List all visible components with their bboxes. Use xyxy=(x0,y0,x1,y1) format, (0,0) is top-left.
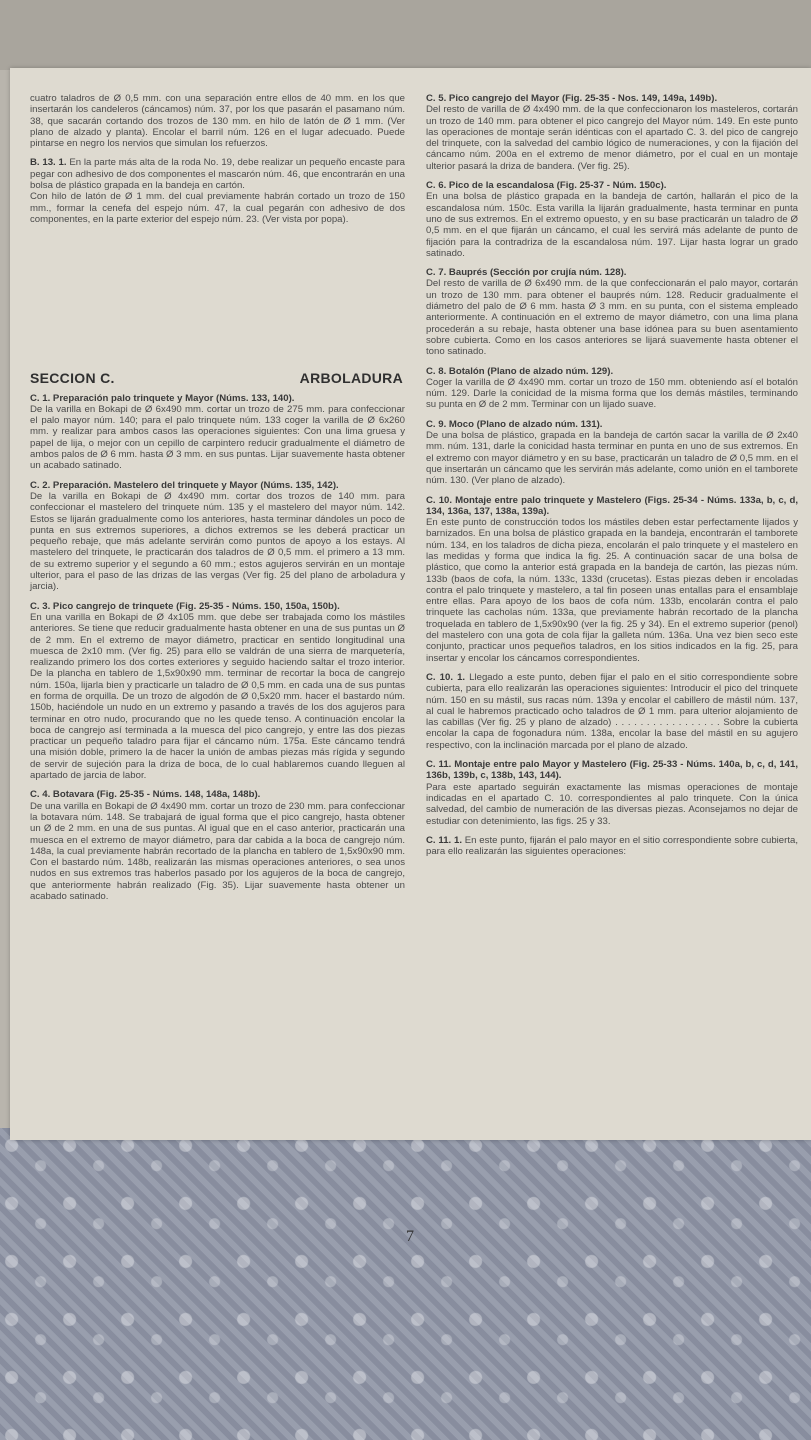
section-title: ARBOLADURA xyxy=(299,370,403,387)
tablecloth-background xyxy=(0,1128,811,1440)
paragraph-c-10-1 xyxy=(426,672,798,751)
blank-space xyxy=(30,225,405,373)
paragraph-c-4 xyxy=(30,789,405,902)
paragraph-heading: C. 7. Bauprés (Sección por crujía núm. 128). xyxy=(426,267,627,279)
paragraph-text: En la parte más alta de la roda No. 19, debe realizar un pequeño encaste para pegar con adhesivo de dos componentes el mascarón núm. 46, que encontrarán en una bolsa de plástico grapada en la bandeja en cartón. xyxy=(30,157,406,192)
paragraph-heading: C. 6. Pico de la escandalosa (Fig. 25-37 - Núm. 150c). xyxy=(426,180,667,192)
paragraph-heading: B. 13. 1. xyxy=(30,157,67,169)
background-strip xyxy=(0,0,811,70)
paragraph-b-13-1-cont xyxy=(30,191,405,225)
paragraph-text: Con hilo de latón de Ø 1 mm. del cual previamente habrán cortado un trozo de 150 mm., formar la cenefa del espejo núm. 47, la cual pegarán con adhesivo de dos componentes, en la parte exterior del espejo núm. 23. (Ver vista por popa). xyxy=(30,191,405,225)
paragraph-c-7 xyxy=(426,267,798,357)
paragraph-heading: C. 5. Pico cangrejo del Mayor (Fig. 25-35 - Nos. 149, 149a, 149b). xyxy=(426,93,718,104)
paragraph-b-13-1 xyxy=(30,157,405,191)
paragraph-text: Para este apartado seguirán exactamente las mismas operaciones de montaje indicadas en el apartado C. 10. correspondientes al palo trinquete. Con la única salvedad, del cambio de numeración de las diversas piezas. Aconsejamos no dejar de estudiar con detenimiento, las figs. 25 y 33. xyxy=(426,781,798,827)
paragraph-heading: C. 9. Moco (Plano de alzado núm. 131). xyxy=(426,418,603,430)
paragraph-c-3 xyxy=(30,601,405,782)
section-code: SECCION C. xyxy=(30,370,115,387)
paragraph-c-9 xyxy=(426,419,798,487)
paragraph-c-11 xyxy=(426,759,798,827)
paragraph-text: De la varilla en Bokapi de Ø 4x490 mm. cortar dos trozos de 140 mm. para confeccionar el mastelero del trinquete núm. 135 y el mastelero del mayor núm. 142. Estos se lijarán gradualmente como los anteriores, hasta terminar dándoles un poco de punta en sus extremos superiores, a dichos extremos se les deberá practicar un pequeño rebaje, que más adelante servirán como puntos de apoyo a los estays. Al mastelero del trinquete, le practicarán dos taladros de Ø 0,5 mm. el primero a 13 mm. de su extremo superior y el segundo a 60 mm.; estos agujeros servirán en un montaje ulterior, para el paso de las drizas de las vergas (Ver fig. 25 del plano de arboladura y jarcia). xyxy=(30,490,405,593)
right-column xyxy=(426,93,798,857)
paragraph-text: En una bolsa de plástico grapada en la bandeja de cartón, hallarán el pico de la escandalosa núm. 150c. Esta varilla la lijarán gradualmente, hasta terminar en punta uno de sus extremos. En el extremo opuesto, y en su base practicarán un taladro de Ø 0,5 mm. en el que fijarán un cáncamo, el cual les servirá más adelante de punto de fijación para la contradriza de la escandalosa núm. 197. Lijar hasta lograr un grado satinado. xyxy=(426,191,798,259)
paragraph-heading: C. 10. 1. xyxy=(426,671,466,683)
paragraph-text: De una bolsa de plástico, grapada en la bandeja de cartón sacar la varilla de Ø 2x40 mm. núm. 131, darle la conicidad hasta terminar en punta en uno de sus extremos. En el extremo con mayor diámetro y en su base, practicarán un taladro de Ø 0,5 mm. en el que insertarán un cáncamo que les servirán más adelante, como unión en el tamborete núm. 130. (Ver plano de alzado). xyxy=(426,430,798,487)
paragraph-c-11-1 xyxy=(426,835,798,858)
paragraph-c-5 xyxy=(426,93,798,172)
paragraph-text: En este punto de construcción todos los mástiles deben estar perfectamente lijados y barnizados. En una bolsa de plástico grapada en la bandeja, encontrarán el tamborete núm. 134, en los taladros de dicha pieza, encolarán el palo trinquete y el mastelero en las medidas y forma que indica la fig. 25. A continuación sacar de una bolsa de plástico, que como la anterior está grapada en la bandeja de cartón, las piezas núm. 133b (baos de cofa, la núm. 133c, 133d (crucetas). Estas piezas deben ir encoladas contra el palo trinquete y mastelero, a tal fin poseen unas entallas para el ensamblaje entre ellas. Para apoyo de los baos de cofa núm. 133b, encolarán contra el palo trinquete las cacholas núm. 133a, que previamente habrán recortado de la plancha troquelada en tablero de 1,5x90x90 (ver la fig. 25 y 34). En el extremo superior (penol) del mastelero con una gota de cola fijar la galleta núm. 136a. Una vez bien seco este conjunto, practicar unos pequeños taladros, en los sitios indicados en la fig. 25, para insertar y encolar los cáncamos correspondientes. xyxy=(426,517,798,664)
paragraph-text: De la varilla en Bokapi de Ø 6x490 mm. cortar un trozo de 275 mm. para confeccionar el palo mayor núm. 140; para el palo trinquete núm. 133 coger la varilla de Ø 6x260 mm. y realizar para ambos casos las operaciones siguientes: Con una lima gruesa y papel de lija, o mejor con un cepillo de carpintero reducir gradualmente el diámetro de ambos palos de Ø 6 mm. hasta Ø 3 mm. en sus puntas. Lijar suavemente hasta obtener un acabado satinado. xyxy=(30,403,405,472)
paragraph-c-1 xyxy=(30,393,405,472)
document-page xyxy=(10,68,811,1140)
paragraph-heading: C. 4. Botavara (Fig. 25-35 - Núms. 148, 148a, 148b). xyxy=(30,789,261,801)
page-number: 7 xyxy=(406,1228,414,1245)
paragraph-c-8 xyxy=(426,366,798,411)
paragraph-text: De una varilla en Bokapi de Ø 4x490 mm. cortar un trozo de 230 mm. para confeccionar la botavara núm. 148. Se trabajará de igual forma que el pico cangrejo, hasta obtener un Ø de 2 mm. en una de sus puntas. Al igual que en el caso anterior, practicarán una muesca en el extremo de mayor diámetro, para dar cabida a la boca de cangrejo núm. 148a, la cual previamente habrán recortado de la plancha en tablero de 1,5x90x90 mm. Con el bastardo núm. 148b, realizarán las mismas operaciones anteriores, o sea unos nudos en sus extremos tras haberlos pasado por los agujeros de la boca de cangrejo, que anteriormente habrán realizado (Fig. 35). Lijar suavemente hasta obtener un acabado satinado. xyxy=(30,800,405,903)
paragraph-c-10 xyxy=(426,495,798,664)
paragraph-text: En una varilla en Bokapi de Ø 4x105 mm. que debe ser trabajada como los mástiles anteriores. Se tiene que reducir gradualmente hasta obtener en una de sus puntas un Ø de 2 mm. En el extremo de mayor diámetro, practicar en sentido longitudinal una muesca de 2x10 mm. (Ver fig. 25) para ello se valdrán de una sierra de marquetería, realizando primero los dos cortes exteriores y seguido haciendo saltar el trozo interior. De la plancha en tablero de 1,5x90x90 mm. terminar de recortar la boca de cangrejo núm. 150a, lijarla bien y practicarle un taladro de Ø 0,5 mm. en cada una de sus puntas en forma de orquilla. De un trozo de algodón de Ø 0,5x20 mm. hacer el bastardo núm. 150b, haciéndole un nudo en un extremo y pasando a través de los dos agujeros para terminar en otro nudo, procurando que no les quede tenso. A continuación encolar la boca de cangrejo así terminada a la muesca del pico cangrejo, y entre las dos piezas practicar un pequeño taladro para fijar el cáncamo núm. 175a. Este cáncamo tendrá una misión doble, primero la de hacer la unión de ambas piezas más rígida y segundo de servir de sujeción para la driza de boca, de lo cual hablaremos cuando lleguen al apartado de jarcia de labor. xyxy=(30,611,405,782)
left-column xyxy=(30,93,405,902)
paragraph-intro xyxy=(30,93,405,149)
section-heading xyxy=(30,370,405,387)
paragraph-heading: C. 1. Preparación palo trinquete y Mayor (Núms. 133, 140). xyxy=(30,392,295,404)
paragraph-text: En este punto, fijarán el palo mayor en el sitio correspondiente sobre cubierta, para ello realizarán las siguientes operaciones: xyxy=(426,834,798,858)
paragraph-heading: C. 8. Botalón (Plano de alzado núm. 129). xyxy=(426,365,614,377)
paragraph-c-6 xyxy=(426,180,798,259)
paragraph-text: Llegado a este punto, deben fijar el palo en el sitio correspondiente sobre cubierta, para ello realizarán las operaciones siguientes: Introducir el pico del trinquete núm. 150 en su mástil, sus racas núm. 139a y encolar el cabillero de mástil núm. 137, al cual le habremos practicado ocho taladros de Ø 1 mm. para ulterior alojamiento de las cabillas (Ver fig. 25 y plano de alzado) . . . . . . . . . . . . . . . . . Sobre la cubierta encolar la capa de fogonadura núm. 138a, encolar la base del mástil en su agujero respectivo, con la inclinación marcada por el plano de alzado. xyxy=(426,671,799,751)
paragraph-heading: C. 11. Montaje entre palo Mayor y Mastelero (Fig. 25-33 - Núms. 140a, b, c, d, 141, 136b, 139b, c, 138b, 143, 144). xyxy=(426,759,798,782)
paragraph-text: Del resto de varilla de Ø 4x490 mm. de la que confeccionaron los masteleros, cortarán un trozo de 140 mm. para obtener el pico cangrejo del Mayor núm. 149. En este punto las operaciones de montaje serán idénticas con el apartado C. 3. del pico de cangrejo del trinquete, con la salvedad del cambio lógico de numeraciones, y con la fijación del cáncamo núm. 200a en el extremo de menor diámetro, por el cual en un montaje ulterior pasará la driza de bandera. (Ver fig. 25). xyxy=(426,104,798,172)
paragraph-heading: C. 2. Preparación. Mastelero del trinquete y Mayor (Núms. 135, 142). xyxy=(30,479,339,491)
paragraph-text: Del resto de varilla de Ø 6x490 mm. de la que confeccionarán el palo mayor, cortarán un trozo de 130 mm. para obtener el bauprés núm. 128. Reducir gradualmente el diámetro del palo de Ø 6 mm. hasta Ø 3 mm. en su punta, con el sistema empleado anteriormente. A continuación en el extremo de mayor diámetro, con una lima plana procederán a su rebaje, hasta obtener una base idónea para su buen asentamiento sobre cubierta. Como en los casos anteriores se lijará suavemente hasta obtener el tono satinado. xyxy=(426,278,798,358)
paragraph-heading: C. 10. Montaje entre palo trinquete y Mastelero (Figs. 25-34 - Núms. 133a, b, c, d, 134, 136a, 137, 138a, 139a). xyxy=(426,494,798,517)
paragraph-heading: C. 3. Pico cangrejo de trinquete (Fig. 25-35 - Núms. 150, 150a, 150b). xyxy=(30,600,340,612)
paragraph-text: Coger la varilla de Ø 4x490 mm. cortar un trozo de 150 mm. obteniendo así el botalón núm. 129. Darle la conicidad de la misma forma que los demás mástiles, terminando su punta en Ø de 2 mm. Terminar con un lijado suave. xyxy=(426,376,798,411)
paragraph-text: cuatro taladros de Ø 0,5 mm. con una separación entre ellos de 40 mm. en los que insertarán los candeleros (cáncamos) núm. 37, por los que pasarán el pasamano núm. 38, que sacarán cortando dos trozos de 130 mm. en hilo de latón de Ø 1 mm. (Ver plano de alzado y planta). Encolar el barril núm. 126 en el lugar adecuado. Puede pintarse en negro los nervios que simulan los refuerzos. xyxy=(30,93,405,150)
paragraph-heading: C. 11. 1. xyxy=(426,834,462,846)
paragraph-c-2 xyxy=(30,480,405,593)
